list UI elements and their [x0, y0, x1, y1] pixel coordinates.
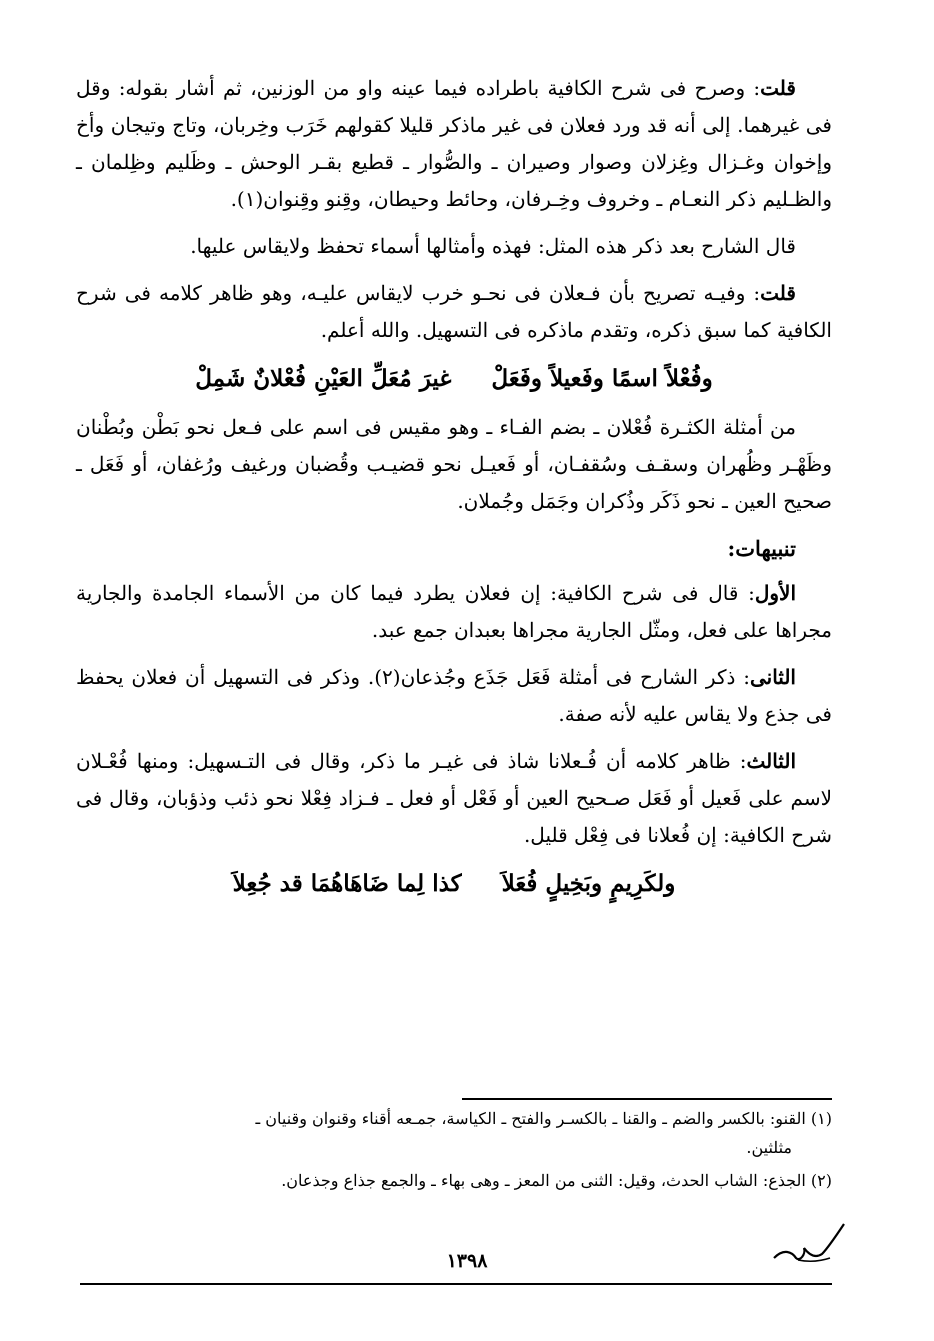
note-text: : قال فى شرح الكافية: إن فعلان يطرد فيما كان من الأسماء الجامدة والجارية مجراها على فعل، ومثّل الجارية مجراها بعبدان جمع عبد.	[76, 581, 832, 642]
paragraph-3	[76, 275, 832, 349]
note-text: : ذكر الشارح فى أمثلة فَعَل جَذَع وجُذعان(٢). وذكر فى التسهيل أن فعلان يحفظ فى جذع ولا يقاس عليه لأنه صفة.	[76, 665, 832, 726]
note-lead: الثانى	[749, 665, 796, 689]
footnote-text: القنو: بالكسر والضم ـ والقنا ـ بالكسـر والفتح ـ الكياسة، جمـعه أقناء وقنوان وقنيان ـ	[255, 1109, 806, 1128]
footnote-2	[76, 1166, 832, 1195]
verse-hemistich-left: كذا لِما ضَاهَاهُمَا قد جُعِلاَ	[232, 870, 462, 897]
paragraph-text: من أمثلة الكثـرة فُعْلان ـ بضم الفـاء ـ وهو مقيس فى اسم على فـعل نحو بَطْن وبُطْنان وظَهْـر وظُهران وسقـف وسُقفـان، أو فَعيـل نحو قضيـب وقُضبان ورغيف ورُغفان، أو فَعَل ـ صحيح العين ـ نحو ذَكَر وذُكران وجَمَل وجُملان.	[76, 415, 832, 513]
paragraph-lead: قلت	[760, 281, 796, 305]
note-text: : ظاهر كلامه أن فُـعلانا شاذ فى غيـر ما ذكر، وقال فى التـسهيل: ومنها فُعْـلان لاسم على فَعيل أو فَعَل صـحيح العين أو فَعْل أو فعل ـ فـزاد فِعْلا نحو ذئب وذؤبان، وقال فى شرح الكافية: إن فُعلانا فى فِعْل قليل.	[76, 749, 832, 847]
note-lead: الثالث	[746, 749, 796, 773]
note-second	[76, 659, 832, 733]
footnote-number: (٢)	[810, 1171, 832, 1190]
footnote-text: الجذع: الشاب الحدث، وقيل: الثنى من المعز ـ وهى بهاء ـ والجمع جذاع وجذعان.	[281, 1171, 806, 1190]
page-number: ١٣٩٨	[446, 1250, 488, 1272]
main-text	[76, 70, 832, 914]
note-first	[76, 575, 832, 649]
footnote-1	[76, 1104, 832, 1162]
section-heading: تنبيهات:	[727, 536, 796, 561]
verse-line-1	[76, 359, 832, 399]
verse-hemistich-right: وفُعْلاً اسمًا وفَعيلاً وفَعَلْ	[491, 365, 713, 392]
paragraph-lead: قلت	[760, 76, 796, 100]
verse-line-2	[76, 864, 832, 904]
footnote-number: (١)	[810, 1109, 832, 1128]
paragraph-4	[76, 409, 832, 520]
verse-hemistich-right: ولكَرِيمٍ وبَخِيلٍ فُعَلاَ	[501, 870, 676, 897]
footnote-divider	[462, 1098, 832, 1100]
verse-hemistich-left: غيرَ مُعَلِّ العَيْنِ فُعْلانٌ شَمِلْ	[195, 365, 452, 392]
footnotes	[76, 1104, 832, 1199]
note-lead: الأول	[754, 581, 796, 605]
paragraph-1	[76, 70, 832, 218]
paragraph-text: : وصرح فى شرح الكافية باطراده فيما عينه واو من الوزنين، ثم أشار بقوله: وقل فى غيرهما. إلى أنه قد ورد فعلان فى غير ماذكر قليلا كقولهم خَرَب وخِربان، وتاج وتيجان وأخ وإخوان وغـزال وغِزلان وصوار وصيران ـ والصُّوار ـ قطيع بقـر الوحش ـ وظَليم وظِلمان ـ والظـليم ذكر النعـام ـ وخروف وخِـرفان، وحائط وحيطان، وقِنو وقِنوان(١).	[76, 76, 832, 211]
footnote-continuation: مثلثين.	[746, 1138, 792, 1157]
note-third	[76, 743, 832, 854]
paragraph-text: قال الشارح بعد ذكر هذه المثل: فهذه وأمثالها أسماء تحفظ ولايقاس عليها.	[190, 234, 796, 258]
bottom-rule	[80, 1283, 832, 1285]
paragraph-text: : وفيـه تصريح بأن فـعلان فى نحـو خرب لايقاس عليـه، وهو ظاهر كلامه فى شرح الكافية كما سبق ذكره، وتقدم ماذكره فى التسهيل. والله أعلم.	[76, 281, 832, 342]
paragraph-2	[76, 228, 832, 265]
